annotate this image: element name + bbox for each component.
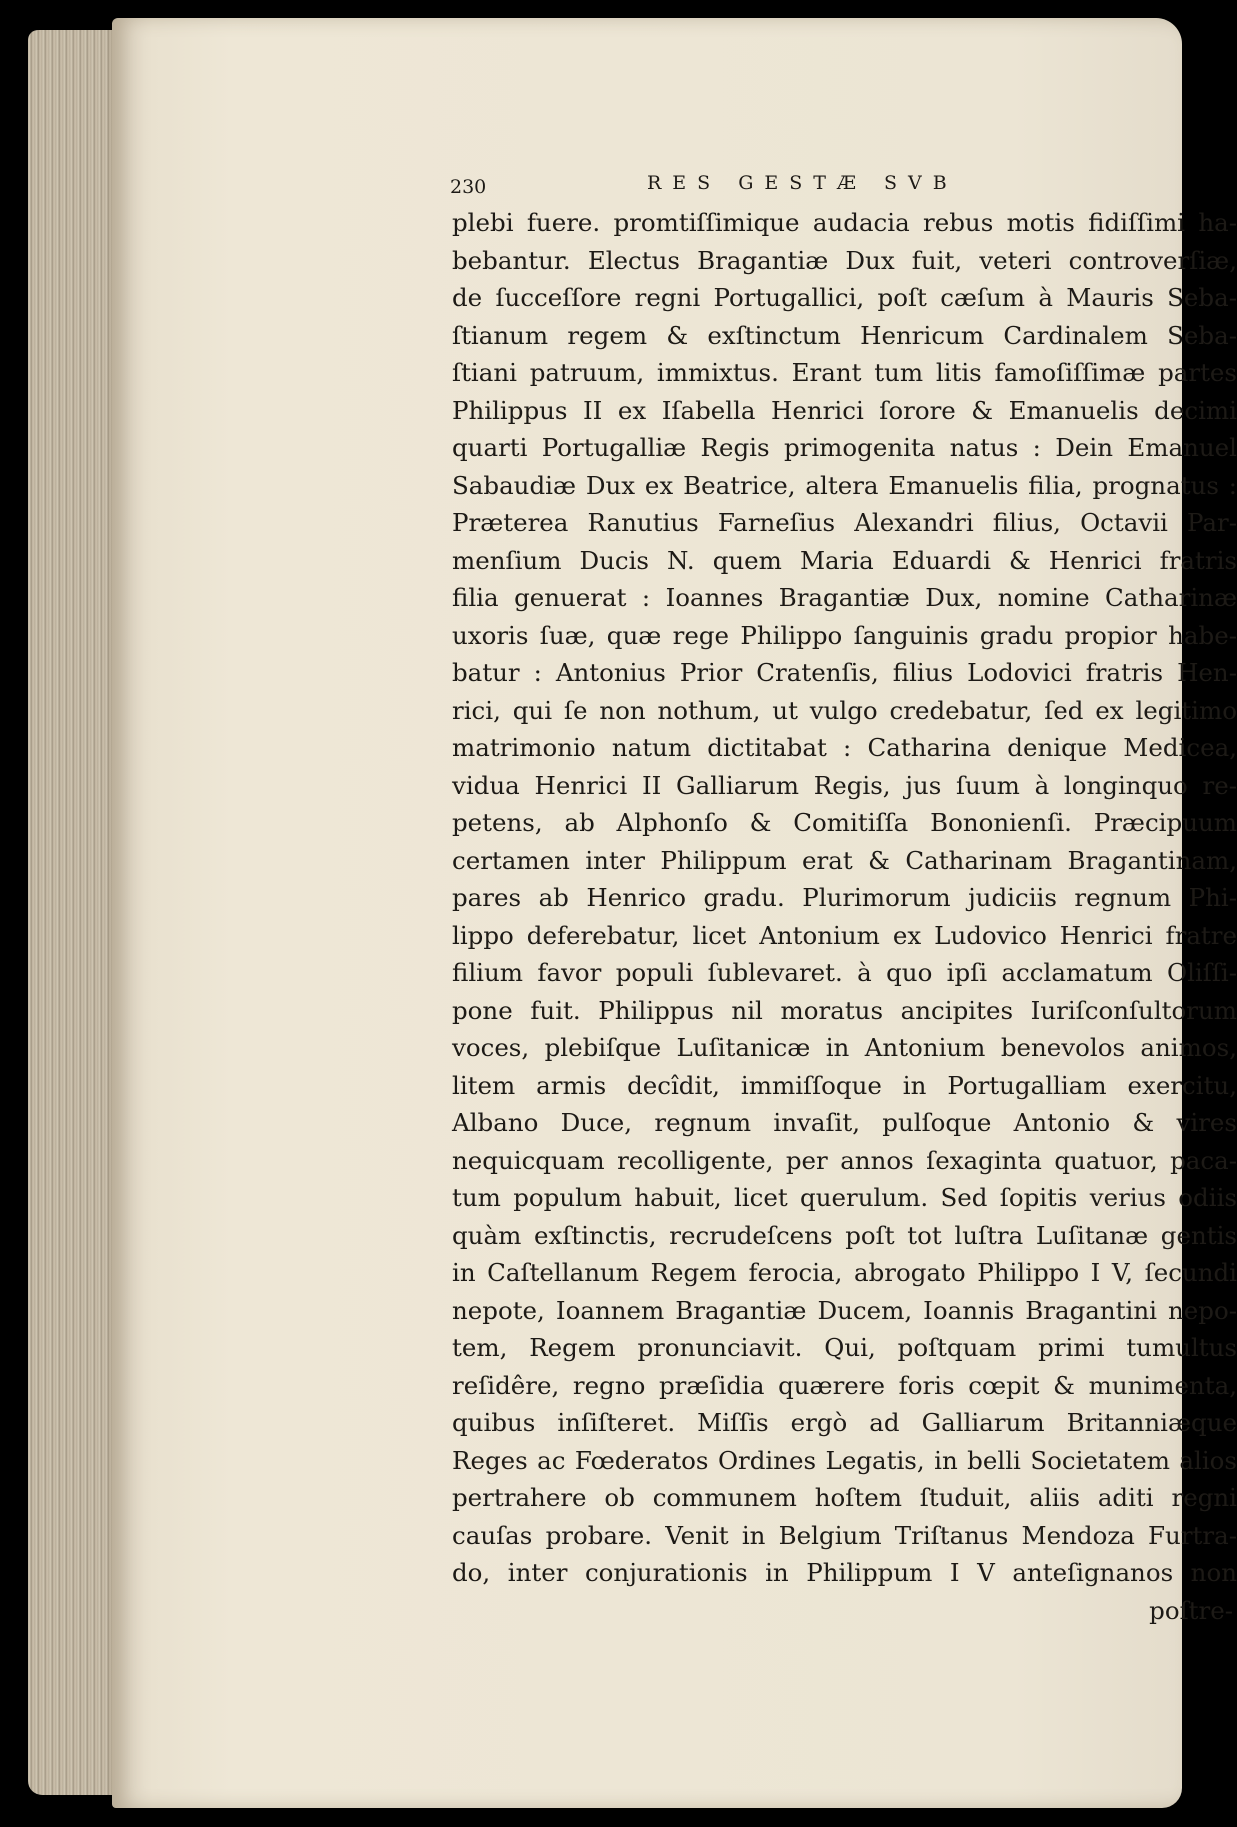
text-line: nequicquam recolligente, per annos ſexaginta quatuor, paca- — [452, 1145, 1237, 1175]
page-number: 230 — [450, 176, 487, 198]
text-line: filium favor populi ſublevaret. à quo ipſi acclamatum Oliſſi- — [452, 958, 1237, 987]
text-line: batur : Antonius Prior Cratenſis, filius Lodovici fratris Hen- — [452, 658, 1237, 687]
page-header — [452, 168, 1237, 202]
text-line: Præterea Ranutius Farneſius Alexandri filius, Octavii Par- — [452, 508, 1237, 537]
text-line: menſium Ducis N. quem Maria Eduardi & Henrici fratris — [452, 545, 1237, 575]
text-line: tem, Regem pronunciavit. Qui, poſtquam primi tumultus — [452, 1333, 1237, 1362]
text-line: uxoris ſuæ, quæ rege Philippo ſanguinis gradu propior habe- — [452, 620, 1237, 650]
catchword: poſtre- — [1149, 1595, 1233, 1625]
text-line: lippo deferebatur, licet Antonium ex Ludovico Henrici fratre — [452, 920, 1237, 950]
text-line: bebantur. Electus Bragantiæ Dux fuit, veteri controverſiæ, — [452, 245, 1237, 275]
text-line: plebi fuere. promtiſſimique audacia rebus motis fidiſſimi ha- — [452, 208, 1237, 237]
text-line: Sabaudiæ Dux ex Beatrice, altera Emanuelis filia, prognatus : — [452, 470, 1237, 500]
text-line: de ſucceſſore regni Portugallici, poſt cæſum à Mauris Seba- — [452, 283, 1237, 312]
text-line: quarti Portugalliæ Regis primogenita natus : Dein Emanuel — [452, 433, 1237, 462]
text-line: litem armis decîdit, immiſſoque in Portugalliam exercitu, — [452, 1070, 1237, 1100]
text-line: filia genuerat : Ioannes Bragantiæ Dux, nomine Catharinæ — [452, 583, 1237, 612]
text-line: Albano Duce, regnum invaſit, pulſoque Antonio & vires — [452, 1108, 1237, 1137]
text-line: voces, plebiſque Luſitanicæ in Antonium benevolos animos, — [452, 1033, 1237, 1062]
text-line: cauſas probare. Venit in Belgium Triſtanus Mendoza Furtra- — [452, 1520, 1237, 1550]
text-line: in Caſtellanum Regem ferocia, abrogato Philippo I V, ſecundi — [452, 1258, 1237, 1287]
text-line: vidua Henrici II Galliarum Regis, jus ſuum à longinquo re- — [452, 770, 1237, 800]
text-line: certamen inter Philippum erat & Catharinam Bragantinam, — [452, 845, 1237, 875]
text-line: Philippus II ex Iſabella Henrici ſorore & Emanuelis decimi — [452, 395, 1237, 425]
text-line: nepote, Ioannem Bragantiæ Ducem, Ioannis Bragantini nepo- — [452, 1295, 1237, 1325]
book-page-edges — [28, 30, 123, 1795]
text-line: petens, ab Alphonſo & Comitiſſa Bononienſi. Præcipuum — [452, 808, 1237, 837]
text-line: quàm exſtinctis, recrudeſcens poſt tot luſtra Luſitanæ gentis — [452, 1220, 1237, 1250]
text-line: ſtianum regem & exſtinctum Henricum Cardinalem Seba- — [452, 320, 1237, 350]
text-line: ſtiani patruum, immixtus. Erant tum litis famoſiſſimæ partes — [452, 358, 1237, 387]
text-line: tum populum habuit, licet querulum. Sed ſopitis verius odiis — [452, 1183, 1237, 1212]
text-line: pone fuit. Philippus nil moratus ancipites Iuriſconſultorum — [452, 995, 1237, 1025]
running-title: RES GESTÆ SVB — [647, 172, 958, 194]
text-line: do, inter conjurationis in Philippum I V anteſignanos non — [452, 1558, 1237, 1587]
book-page — [112, 18, 1237, 1808]
text-line: rici, qui ſe non nothum, ut vulgo credebatur, ſed ex legitimo — [452, 695, 1237, 725]
body-text — [452, 204, 1237, 1592]
text-line: pertrahere ob communem hoſtem ſtuduit, aliis aditi regni — [452, 1483, 1237, 1512]
text-block — [452, 168, 1237, 1630]
text-line: pares ab Henrico gradu. Plurimorum judiciis regnum Phi- — [452, 883, 1237, 912]
text-line: quibus inſiſteret. Miſſis ergò ad Galliarum Britanniæque — [452, 1408, 1237, 1437]
text-line: matrimonio natum dictitabat : Catharina denique Medicea, — [452, 733, 1237, 762]
text-line: Reges ac Fœderatos Ordines Legatis, in belli Societatem alios — [452, 1445, 1237, 1475]
text-line: reſidêre, regno præſidia quærere foris cœpit & munimenta, — [452, 1370, 1237, 1400]
